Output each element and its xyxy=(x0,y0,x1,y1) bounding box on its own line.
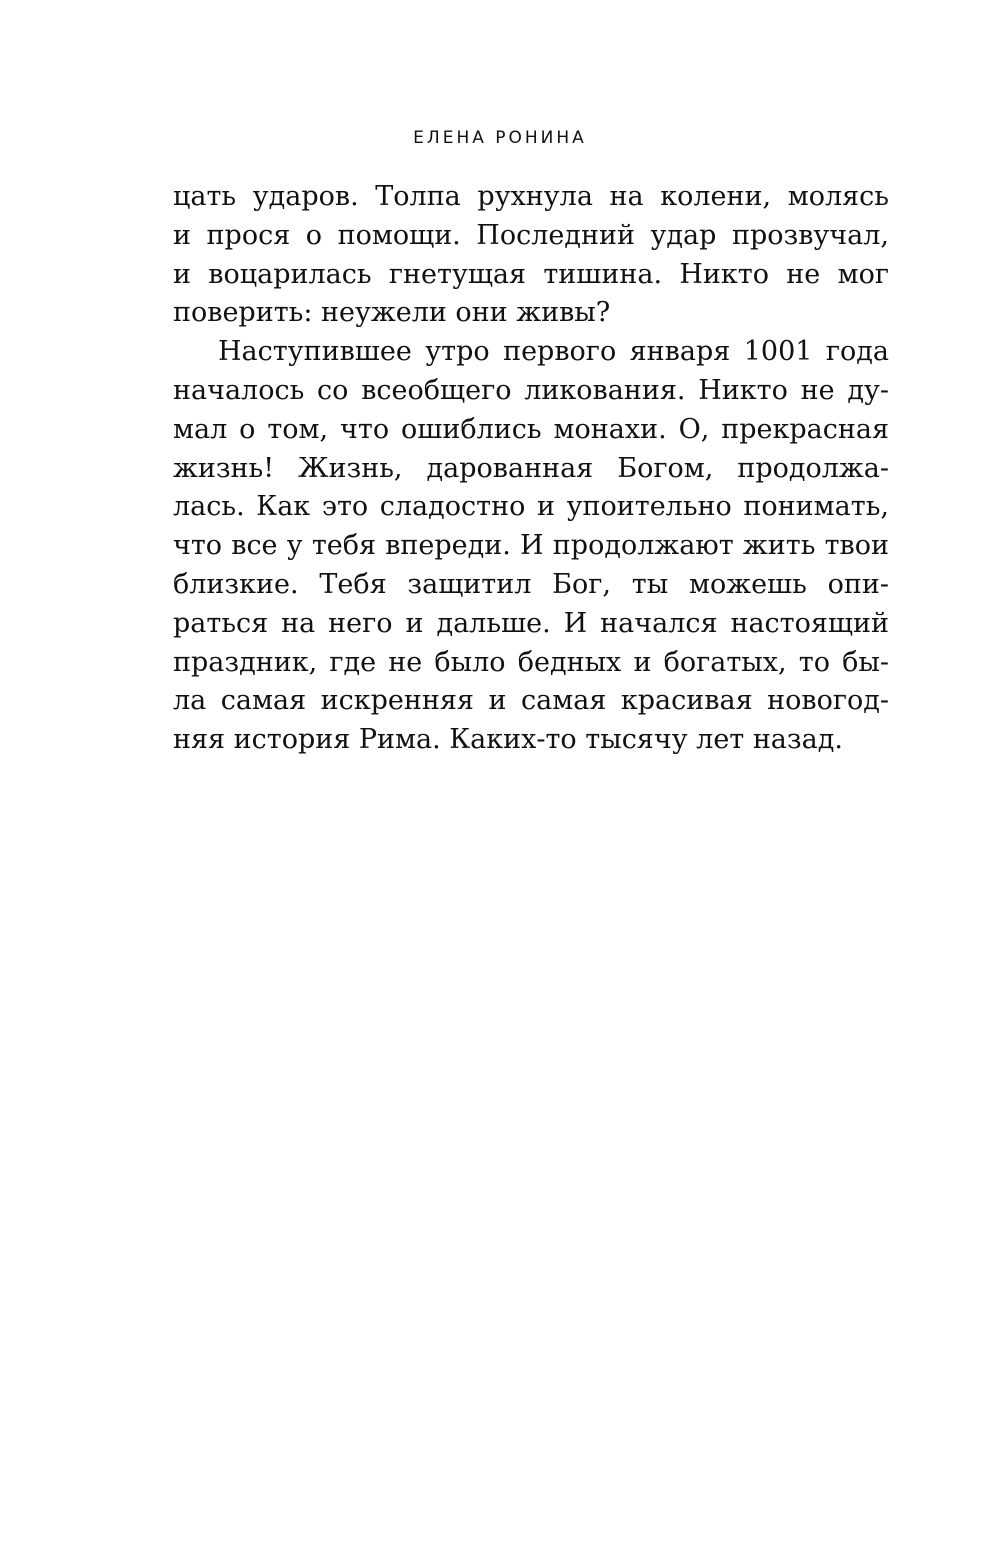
text-line: праздник, где не было бедных и богатых, то бы- xyxy=(173,646,889,678)
paragraph-2 xyxy=(173,333,889,760)
text-line: няя история Рима. Каких-то тысячу лет назад. xyxy=(173,724,843,756)
text-line: и прося о помощи. Последний удар прозвучал, xyxy=(173,219,889,251)
text-line: жизнь! Жизнь, дарованная Богом, продолжа- xyxy=(173,452,889,484)
text-line: раться на него и дальше. И начался настоящий xyxy=(173,607,889,639)
text-line: цать ударов. Толпа рухнула на колени, молясь xyxy=(173,181,889,212)
running-head: ЕЛЕНА РОНИНА xyxy=(413,128,587,148)
paragraph-1 xyxy=(173,178,889,333)
text-line: лась. Как это сладостно и упоительно понимать, xyxy=(173,491,889,523)
text-line: Наступившее утро первого января 1001 года xyxy=(218,336,889,368)
text-line: ла самая искренняя и самая красивая новогод- xyxy=(173,685,889,717)
text-line: началось со всеобщего ликования. Никто не ду- xyxy=(173,374,889,406)
text-line: и воцарилась гнетущая тишина. Никто не мог xyxy=(173,258,889,290)
text-line: мал о том, что ошиблись монахи. О, прекрасная xyxy=(173,413,889,445)
text-line: близкие. Тебя защитил Бог, ты можешь опи- xyxy=(173,568,889,600)
body-text xyxy=(173,178,889,760)
text-line: поверить: неужели они живы? xyxy=(173,297,611,329)
text-line: что все у тебя впереди. И продолжают жить твои xyxy=(173,530,889,562)
